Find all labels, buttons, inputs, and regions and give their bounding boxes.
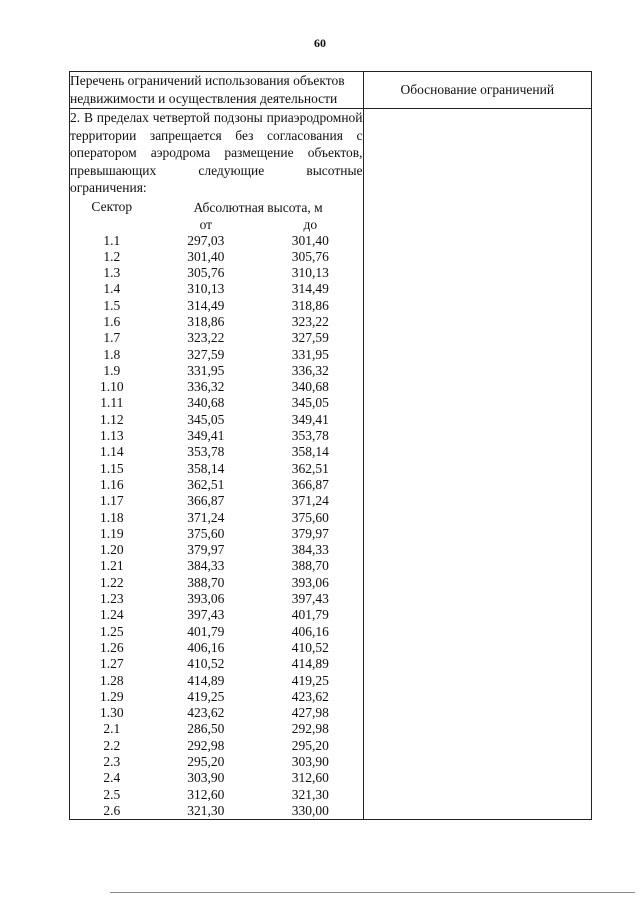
sector-cell: 1.13 [99, 428, 124, 444]
sector-cell: 1.27 [99, 656, 124, 672]
table-row [70, 395, 363, 411]
height-from-cell: 393,06 [187, 591, 225, 607]
table-header-row [70, 72, 592, 109]
table-body-row [70, 109, 592, 820]
sector-cell: 1.16 [99, 476, 124, 492]
sector-cell: 1.29 [99, 688, 124, 704]
height-from-cell: 295,20 [187, 754, 225, 769]
table-row [70, 803, 363, 819]
table-row [70, 412, 363, 428]
table-row [70, 444, 363, 460]
height-from-cell: 301,40 [187, 248, 225, 264]
height-from-cell: 286,50 [187, 721, 225, 737]
from-column-header: от [199, 216, 213, 232]
height-to-cell: 410,52 [291, 639, 329, 655]
height-from-cell: 414,89 [187, 672, 225, 688]
sector-cell: 1.2 [103, 248, 121, 264]
sector-cell: 1.6 [103, 313, 121, 329]
height-from-cell: 336,32 [187, 379, 225, 395]
height-to-cell: 401,79 [291, 607, 329, 623]
sector-cell: 1.4 [103, 281, 121, 297]
height-to-cell: 353,78 [291, 428, 329, 444]
height-from-cell: 312,60 [187, 786, 225, 802]
table-row [70, 493, 363, 509]
height-from-cell: 303,90 [187, 770, 225, 786]
height-from-cell: 358,14 [187, 460, 225, 476]
table-row [70, 363, 363, 379]
table-row [70, 428, 363, 444]
table-row [70, 705, 363, 721]
sector-cell: 1.8 [103, 346, 121, 362]
sector-cell: 1.20 [99, 542, 124, 558]
sector-cell: 1.19 [99, 525, 124, 541]
table-row [70, 607, 363, 623]
absolute-height-header: Абсолютная высота, м [193, 199, 323, 215]
height-to-cell: 345,05 [291, 395, 329, 411]
height-to-cell: 362,51 [291, 460, 329, 476]
height-to-cell: 310,13 [291, 265, 329, 281]
height-from-cell: 384,33 [187, 558, 225, 574]
height-to-cell: 330,00 [291, 802, 329, 818]
sector-cell: 1.22 [99, 574, 124, 590]
table-row [70, 249, 363, 265]
height-from-cell: 410,52 [187, 656, 225, 672]
page-number: 60 [314, 36, 326, 50]
table-row [70, 721, 363, 737]
table-row [70, 770, 363, 786]
height-from-cell: 331,95 [187, 362, 225, 378]
height-to-cell: 423,62 [291, 688, 329, 704]
height-to-cell: 292,98 [291, 721, 329, 737]
height-to-cell: 366,87 [291, 476, 329, 492]
header-restrictions-list: Перечень ограничений использования объектов недвижимости и осуществления деятельности [70, 72, 364, 109]
table-row [70, 233, 363, 249]
height-to-cell: 312,60 [291, 770, 329, 786]
height-from-cell: 314,49 [187, 297, 225, 313]
height-from-cell: 318,86 [187, 313, 225, 329]
height-from-cell: 340,68 [187, 395, 225, 411]
height-from-cell: 305,76 [187, 265, 225, 281]
height-to-cell: 349,41 [291, 411, 329, 427]
table-row [70, 347, 363, 363]
sector-cell: 1.18 [99, 509, 124, 525]
restriction-text: 2. В пределах четвертой подзоны приаэродромной территории запрещается без согласования с оператором аэродрома размещение объектов, превышающих следующие высотные ограничения: [70, 110, 363, 195]
table-row [70, 281, 363, 297]
sector-cell: 1.7 [103, 330, 121, 346]
height-from-cell: 297,03 [187, 232, 225, 248]
sector-cell: 2.2 [103, 737, 121, 753]
height-to-cell: 384,33 [291, 542, 329, 558]
sector-cell: 1.5 [103, 297, 121, 313]
height-to-cell: 303,90 [291, 754, 329, 769]
height-from-cell: 423,62 [187, 705, 225, 721]
table-row [70, 461, 363, 477]
to-column-header: до [303, 216, 318, 232]
height-from-cell: 379,97 [187, 542, 225, 558]
height-from-cell: 310,13 [187, 281, 225, 297]
sector-cell: 2.3 [103, 754, 121, 769]
sector-cell: 1.26 [99, 639, 124, 655]
table-row [70, 738, 363, 754]
sector-cell: 2.1 [103, 721, 121, 737]
sector-cell: 1.1 [103, 232, 121, 248]
height-to-cell: 414,89 [291, 656, 329, 672]
sector-cell: 1.17 [99, 493, 124, 509]
height-to-cell: 406,16 [291, 623, 329, 639]
sector-cell: 1.14 [99, 444, 124, 460]
sector-cell: 1.28 [99, 672, 124, 688]
height-from-cell: 353,78 [187, 444, 225, 460]
sector-column-header: Сектор [91, 198, 133, 214]
height-to-cell: 321,30 [291, 786, 329, 802]
table-row [70, 542, 363, 558]
sector-cell: 1.25 [99, 623, 124, 639]
height-to-cell: 397,43 [291, 591, 329, 607]
table-row [70, 314, 363, 330]
height-to-cell: 393,06 [291, 574, 329, 590]
height-from-cell: 375,60 [187, 525, 225, 541]
table-row [70, 330, 363, 346]
table-row [70, 673, 363, 689]
height-from-cell: 401,79 [187, 623, 225, 639]
height-to-cell: 295,20 [291, 737, 329, 753]
table-row [70, 656, 363, 672]
sector-cell: 1.11 [100, 395, 124, 411]
sector-cell: 2.6 [103, 802, 121, 818]
sector-cell: 2.4 [103, 770, 121, 786]
header-justification: Обоснование ограничений [363, 72, 591, 109]
height-to-cell: 340,68 [291, 379, 329, 395]
height-rows [70, 233, 363, 820]
height-from-cell: 345,05 [187, 411, 225, 427]
table-row [70, 379, 363, 395]
table-row [70, 640, 363, 656]
height-to-cell: 331,95 [291, 346, 329, 362]
sector-cell: 1.15 [99, 460, 124, 476]
height-from-cell: 366,87 [187, 493, 225, 509]
sector-cell: 1.30 [99, 705, 124, 721]
height-to-cell: 314,49 [291, 281, 329, 297]
table-row [70, 787, 363, 803]
table-row [70, 298, 363, 314]
sector-cell: 1.24 [99, 607, 124, 623]
height-to-cell: 379,97 [291, 525, 329, 541]
height-from-cell: 321,30 [187, 802, 225, 818]
height-from-cell: 406,16 [187, 639, 225, 655]
height-to-cell: 336,32 [291, 362, 329, 378]
height-from-cell: 323,22 [187, 330, 225, 346]
sector-cell: 1.3 [103, 265, 121, 281]
height-from-cell: 362,51 [187, 476, 225, 492]
height-to-cell: 371,24 [291, 493, 329, 509]
sector-cell: 2.5 [103, 786, 121, 802]
justification-cell [363, 109, 591, 820]
table-row [70, 526, 363, 542]
height-to-cell: 305,76 [291, 248, 329, 264]
restrictions-table [69, 71, 592, 820]
table-row [70, 558, 363, 574]
height-limits-table [70, 199, 363, 820]
table-row [70, 754, 363, 770]
height-to-cell: 358,14 [291, 444, 329, 460]
table-row [70, 591, 363, 607]
height-to-cell: 323,22 [291, 313, 329, 329]
height-from-cell: 419,25 [187, 688, 225, 704]
sector-cell: 1.21 [99, 558, 124, 574]
height-from-cell: 397,43 [187, 607, 225, 623]
height-to-cell: 388,70 [291, 558, 329, 574]
table-row [70, 477, 363, 493]
height-to-cell: 419,25 [291, 672, 329, 688]
height-from-cell: 349,41 [187, 428, 225, 444]
table-row [70, 624, 363, 640]
table-row [70, 265, 363, 281]
height-from-cell: 371,24 [187, 509, 225, 525]
height-from-cell: 327,59 [187, 346, 225, 362]
sector-cell: 1.10 [99, 379, 124, 395]
sector-cell: 1.12 [99, 411, 124, 427]
page-bottom-rule [110, 892, 635, 893]
table-row [70, 510, 363, 526]
sector-cell: 1.9 [103, 362, 121, 378]
height-from-cell: 292,98 [187, 737, 225, 753]
height-to-cell: 318,86 [291, 297, 329, 313]
height-to-cell: 375,60 [291, 509, 329, 525]
table-row [70, 575, 363, 591]
height-from-cell: 388,70 [187, 574, 225, 590]
table-row [70, 689, 363, 705]
height-to-cell: 427,98 [291, 705, 329, 721]
restriction-cell [70, 109, 364, 820]
sector-cell: 1.23 [99, 591, 124, 607]
height-to-cell: 327,59 [291, 330, 329, 346]
height-to-cell: 301,40 [291, 232, 329, 248]
